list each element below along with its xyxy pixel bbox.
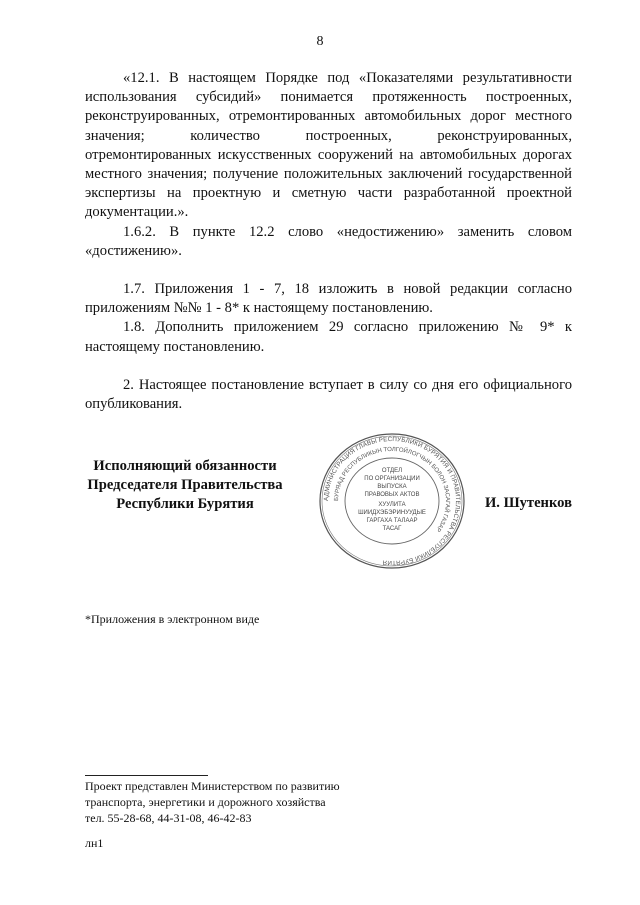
stamp-center-line: ГАРГАХА ТАЛААР bbox=[366, 518, 418, 524]
footnote-line: транспорта, энергетики и дорожного хозяйства bbox=[85, 795, 326, 809]
paragraph-2: 2. Настоящее постановление вступает в силу со дня его официального опубликования. bbox=[85, 376, 572, 413]
footnote-divider bbox=[85, 775, 208, 776]
page-number: 8 bbox=[316, 34, 324, 49]
stamp-center-line: ТАСАГ bbox=[382, 526, 402, 532]
footnote-line: тел. 55-28-68, 44-31-08, 46-42-83 bbox=[85, 811, 252, 825]
paragraph-1-7: 1.7. Приложения 1 - 7, 18 изложить в новой редакции согласно приложениям №№ 1 - 8* к настоящему постановлению. bbox=[85, 281, 572, 317]
official-stamp bbox=[317, 432, 467, 570]
stamp-center-line: ПО ОРГАНИЗАЦИИ bbox=[364, 476, 420, 482]
signatory-name: И. Шутенков bbox=[484, 495, 572, 511]
executor-initials: лн1 bbox=[85, 836, 104, 850]
stamp-center-line: ВЫПУСКА bbox=[377, 484, 407, 490]
stamp-center-line: ХУУЛИТА bbox=[378, 502, 406, 508]
paragraph-1-8: 1.8. Дополнить приложением 29 согласно приложению № 9* к настоящему постановлению. bbox=[85, 319, 572, 355]
stamp-center-line: ОТДЕЛ bbox=[381, 468, 403, 474]
footnote bbox=[85, 778, 340, 826]
stamp-center-line: ПРАВОВЫХ АКТОВ bbox=[364, 492, 420, 498]
paragraph-12-1: «12.1. В настоящем Порядке под «Показателями результативности использования субсидий» понимается протяженность построенных, реконструированных, отремонтированных автомобильных дорог местного значения; количество построенных, реконструированных, отремонтированных искусственных сооружений на автомобильных дорогах местного значения; получение положительных заключений государственной экспертизы на проектную и сметную части разработанной проектной документации.». bbox=[85, 70, 572, 221]
svg-text:АДМИНИСТРАЦИЯ ГЛАВЫ РЕСПУБЛИКИ bbox=[323, 436, 461, 566]
stamp-center-line: ШИИДХЭБЭРИНУУДЫЕ bbox=[358, 510, 426, 516]
footnote-line: Проект представлен Министерством по развитию bbox=[85, 779, 340, 793]
paragraph-1-6-2: 1.6.2. В пункте 12.2 слово «недостижению» заменить словом «достижению». bbox=[85, 223, 572, 259]
document-body bbox=[85, 69, 572, 414]
attachments-note: *Приложения в электронном виде bbox=[85, 612, 260, 626]
signatory-title-line: Исполняющий обязанности bbox=[93, 458, 277, 474]
signatory-title bbox=[85, 457, 285, 514]
signatory-title-line: Председателя Правительства bbox=[87, 477, 283, 493]
stamp-inner-ring-text: БУРЯАД РЕСПУБЛИКЫН ТОЛГОЙЛОГЧЫН БОЛОН ЗАСАГАЙ ГАЗАР bbox=[333, 446, 451, 533]
signatory-title-line: Республики Бурятия bbox=[116, 496, 254, 512]
stamp-outer-ring-text: АДМИНИСТРАЦИЯ ГЛАВЫ РЕСПУБЛИКИ БУРЯТИЯ И ПРАВИТЕЛЬСТВА РЕСПУБЛИКИ БУРЯТИЯ bbox=[322, 435, 462, 567]
